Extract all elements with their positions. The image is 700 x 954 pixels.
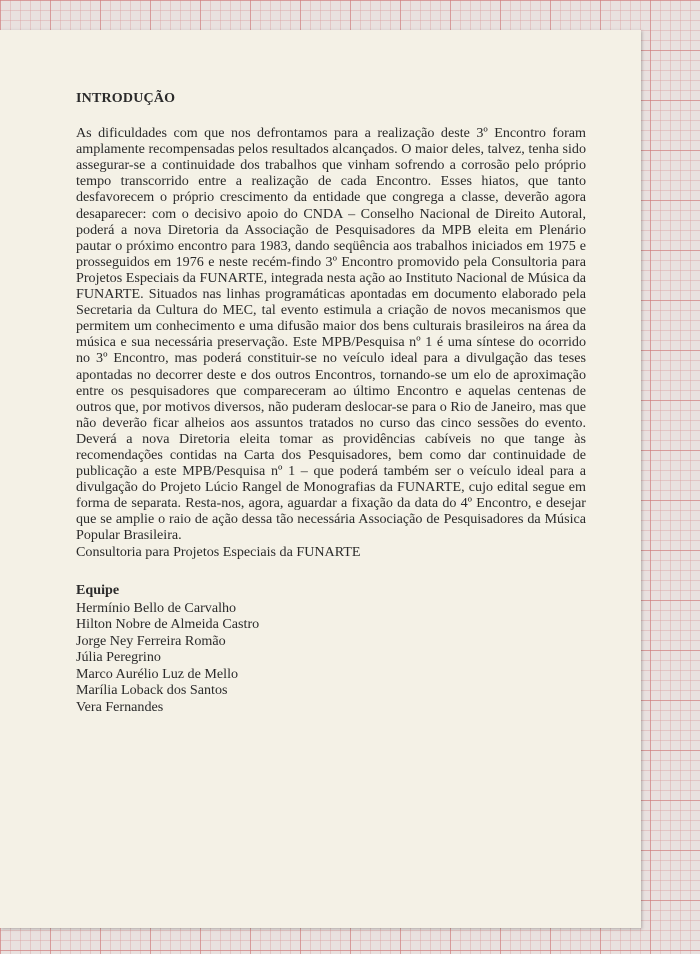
document-content [76,91,586,715]
team-member: Marília Loback dos Santos [76,682,228,699]
introduction-paragraph: As dificuldades com que nos defrontamos para a realização deste 3º Encontro foram amplamente recompensadas pelos resultados alcançados. O maior deles, talvez, tenha sido assegurar-se a continuidade dos trabalhos que vinham sofrendo a corrosão pelo próprio tempo transcorrido entre a realização de cada Encontro. Esses hiatos, que tanto desfavorecem o próprio crescimento da entidade que congrega a classe, deverão agora desaparecer: com o decisivo apoio do CNDA – Conselho Nacional de Direito Autoral, poderá a nova Diretoria da Associação de Pesquisadores da MPB eleita em Plenário pautar o próximo encontro para 1983, dando seqüência aos trabalhos iniciados em 1975 e prosseguidos em 1976 e neste recém-findo 3º Encontro promovido pela Consultoria para Projetos Especiais da FUNARTE, integrada nesta ação ao Instituto Nacional de Música da FUNARTE. Situados nas linhas programáticas apontadas em documento elaborado pela Secretaria da Cultura do MEC, tal evento estimula a criação de novos mecanismos que permitem um conhecimento e uma difusão maior dos bens culturais brasileiros na área da música e sua necessária preservação. Este MPB/Pesquisa nº 1 é uma síntese do ocorrido no 3º Encontro, mas poderá constituir-se no veículo ideal para a divulgação das teses apontadas no decorrer deste e dos outros Encontros, tornando-se um elo de aproximação entre os pesquisadores que compareceram ao último Encontro e aquelas centenas de outros que, por motivos diversos, não puderam deslocar-se para o Rio de Janeiro, mas que não deverão ficar alheios aos assuntos tratados no curso das cinco sessões do evento. Deverá a nova Diretoria eleita tomar as providências cabíveis no que tange às recomendações contidas na Carta dos Pesquisadores, bem como dar continuidade de publicação a este MPB/Pesquisa nº 1 – que poderá também ser o veículo ideal para a divulgação do Projeto Lúcio Rangel de Monografias da FUNARTE, cujo edital segue em forma de separata. Resta-nos, agora, aguardar a fixação da data do 4º Encontro, e desejar que se amplie o raio de ação dessa tão necessária Associação de Pesquisadores da Música Popular Brasileira. [76,125,586,544]
team-member: Hermínio Bello de Carvalho [76,599,237,616]
document-page [0,30,641,928]
team-member: Hilton Nobre de Almeida Castro [76,616,260,633]
signature-line: Consultoria para Projetos Especiais da FUNARTE [76,543,361,560]
team-member: Vera Fernandes [76,698,164,715]
team-member: Júlia Peregrino [76,649,161,666]
team-member: Jorge Ney Ferreira Romão [76,632,226,649]
team-title: Equipe [76,581,120,598]
section-heading: INTRODUÇÃO [76,91,176,106]
team-list [76,600,586,716]
team-member: Marco Aurélio Luz de Mello [76,665,239,682]
